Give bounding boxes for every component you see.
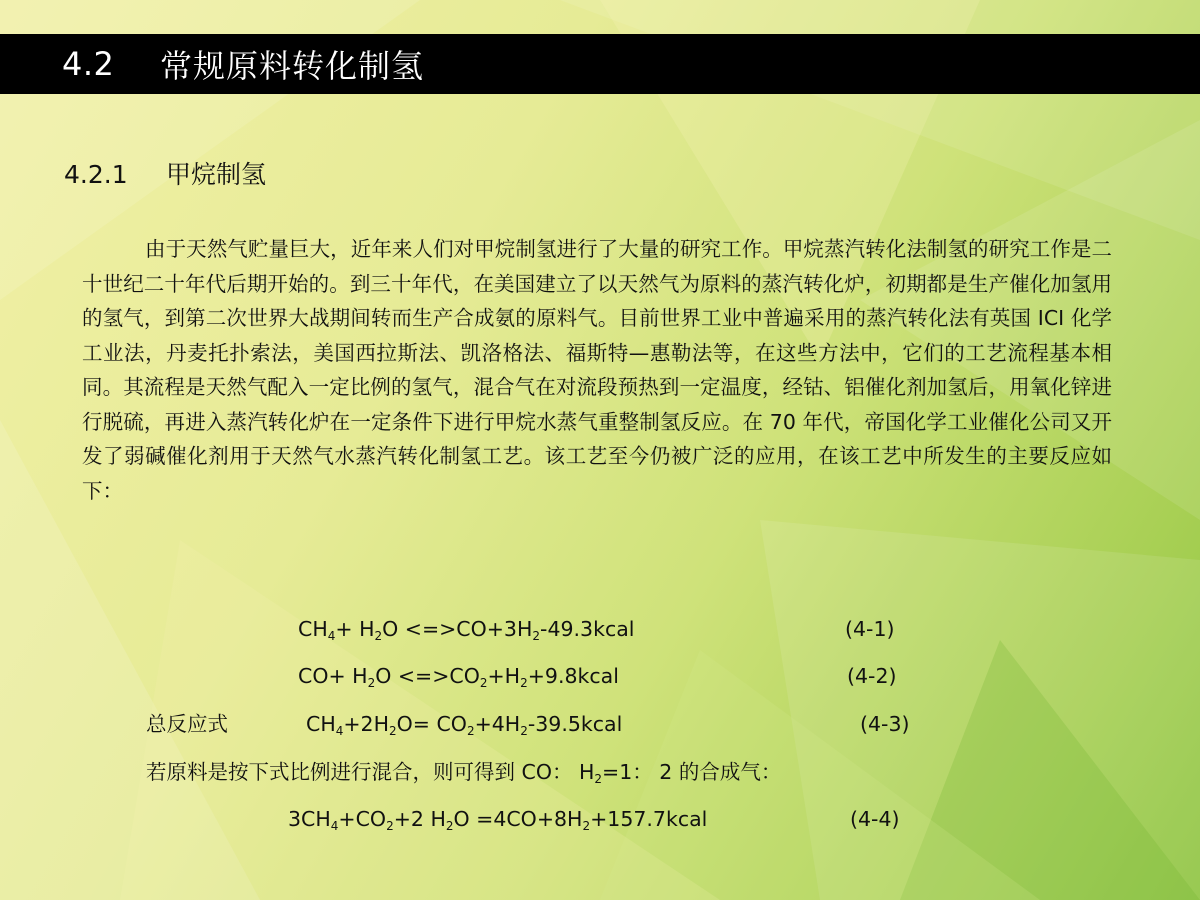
equation-text: 若原料是按下式比例进行混合，则可得到 CO： H: [146, 760, 595, 784]
equation-text: O <=>CO: [375, 664, 480, 688]
equation-text: +157.7kcal: [590, 807, 708, 831]
equation-text: 3CH: [288, 807, 331, 831]
equation-label: 总反应式: [146, 712, 228, 736]
equation-text: =1： 2 的合成气：: [602, 760, 782, 784]
subscript: 2: [520, 676, 528, 690]
section-title: 甲烷制氢: [166, 160, 267, 189]
subscript: 2: [479, 676, 488, 690]
equation-text: CH: [298, 617, 328, 641]
equation-number: (4-3): [860, 712, 910, 736]
subscript: 4: [335, 724, 344, 738]
equation-text: CO+ H: [298, 664, 368, 688]
equation-text: O= CO: [396, 712, 467, 736]
subscript: 2: [367, 676, 376, 690]
equation-text: -49.3kcal: [540, 617, 635, 641]
title-bar: [0, 34, 1200, 94]
subscript: 4: [327, 629, 336, 643]
subscript: 2: [582, 819, 591, 833]
equation-text: +2 H: [393, 807, 446, 831]
page-title: 常规原料转化制氢: [160, 47, 425, 85]
equation-5: [288, 802, 707, 836]
equation-text: +H: [487, 664, 521, 688]
equation-2: [298, 659, 619, 693]
equation-text: +4H: [474, 712, 521, 736]
subscript: 4: [330, 819, 339, 833]
subscript: 2: [532, 629, 541, 643]
equation-number: (4-4): [850, 807, 900, 831]
equation-text: +CO: [338, 807, 387, 831]
subscript: 2: [389, 724, 397, 738]
equation-3: [306, 707, 622, 741]
subscript: 2: [466, 724, 475, 738]
equation-number: (4-2): [847, 664, 897, 688]
equation-text: +2H: [343, 712, 390, 736]
equation-number: (4-1): [845, 617, 895, 641]
title-number: 4.2: [62, 45, 115, 83]
equation-text: -39.5kcal: [527, 712, 623, 736]
equation-1: [298, 612, 635, 646]
equation-text: +9.8kcal: [527, 664, 619, 688]
subscript: 2: [374, 629, 383, 643]
section-heading: [64, 155, 266, 191]
body-paragraph: 由于天然气贮量巨大，近年来人们对甲烷制氢进行了大量的研究工作。甲烷蒸汽转化法制氢的研究工作是二十世纪二十年代后期开始的。到三十年代，在美国建立了以天然气为原料的蒸汽转化炉，初期都是生产催化加氢用的氢气，到第二次世界大战期间转而生产合成氨的原料气。目前世界工业中普遍采用的蒸汽转化法有英国 ICI 化学工业法，丹麦托扑索法，美国西拉斯法、凯洛格法、福斯特—惠勒法等，在这些方法中，它们的工艺流程基本相同。其流程是天然气配入一定比例的氢气，混合气在对流段预热到一定温度，经钴、铝催化剂加氢后，用氧化锌进行脱硫，再进入蒸汽转化炉在一定条件下进行甲烷水蒸气重整制氢反应。在 70 年代，帝国化学工业催化公司又开发了弱碱催化剂用于天然气水蒸汽转化制氢工艺。该工艺至今仍被广泛的应用，在该工艺中所发生的主要反应如下：: [82, 237, 1112, 503]
equation-4: [146, 755, 781, 789]
equation-text: + H: [335, 617, 375, 641]
equation-text: O =4CO+8H: [453, 807, 583, 831]
section-number: 4.2.1: [64, 160, 128, 189]
equation-text: CH: [306, 712, 336, 736]
equation-text: O <=>CO+3H: [382, 617, 533, 641]
subscript: 2: [386, 819, 394, 833]
subscript: 2: [520, 724, 528, 738]
subscript: 2: [445, 819, 454, 833]
subscript: 2: [594, 772, 603, 786]
